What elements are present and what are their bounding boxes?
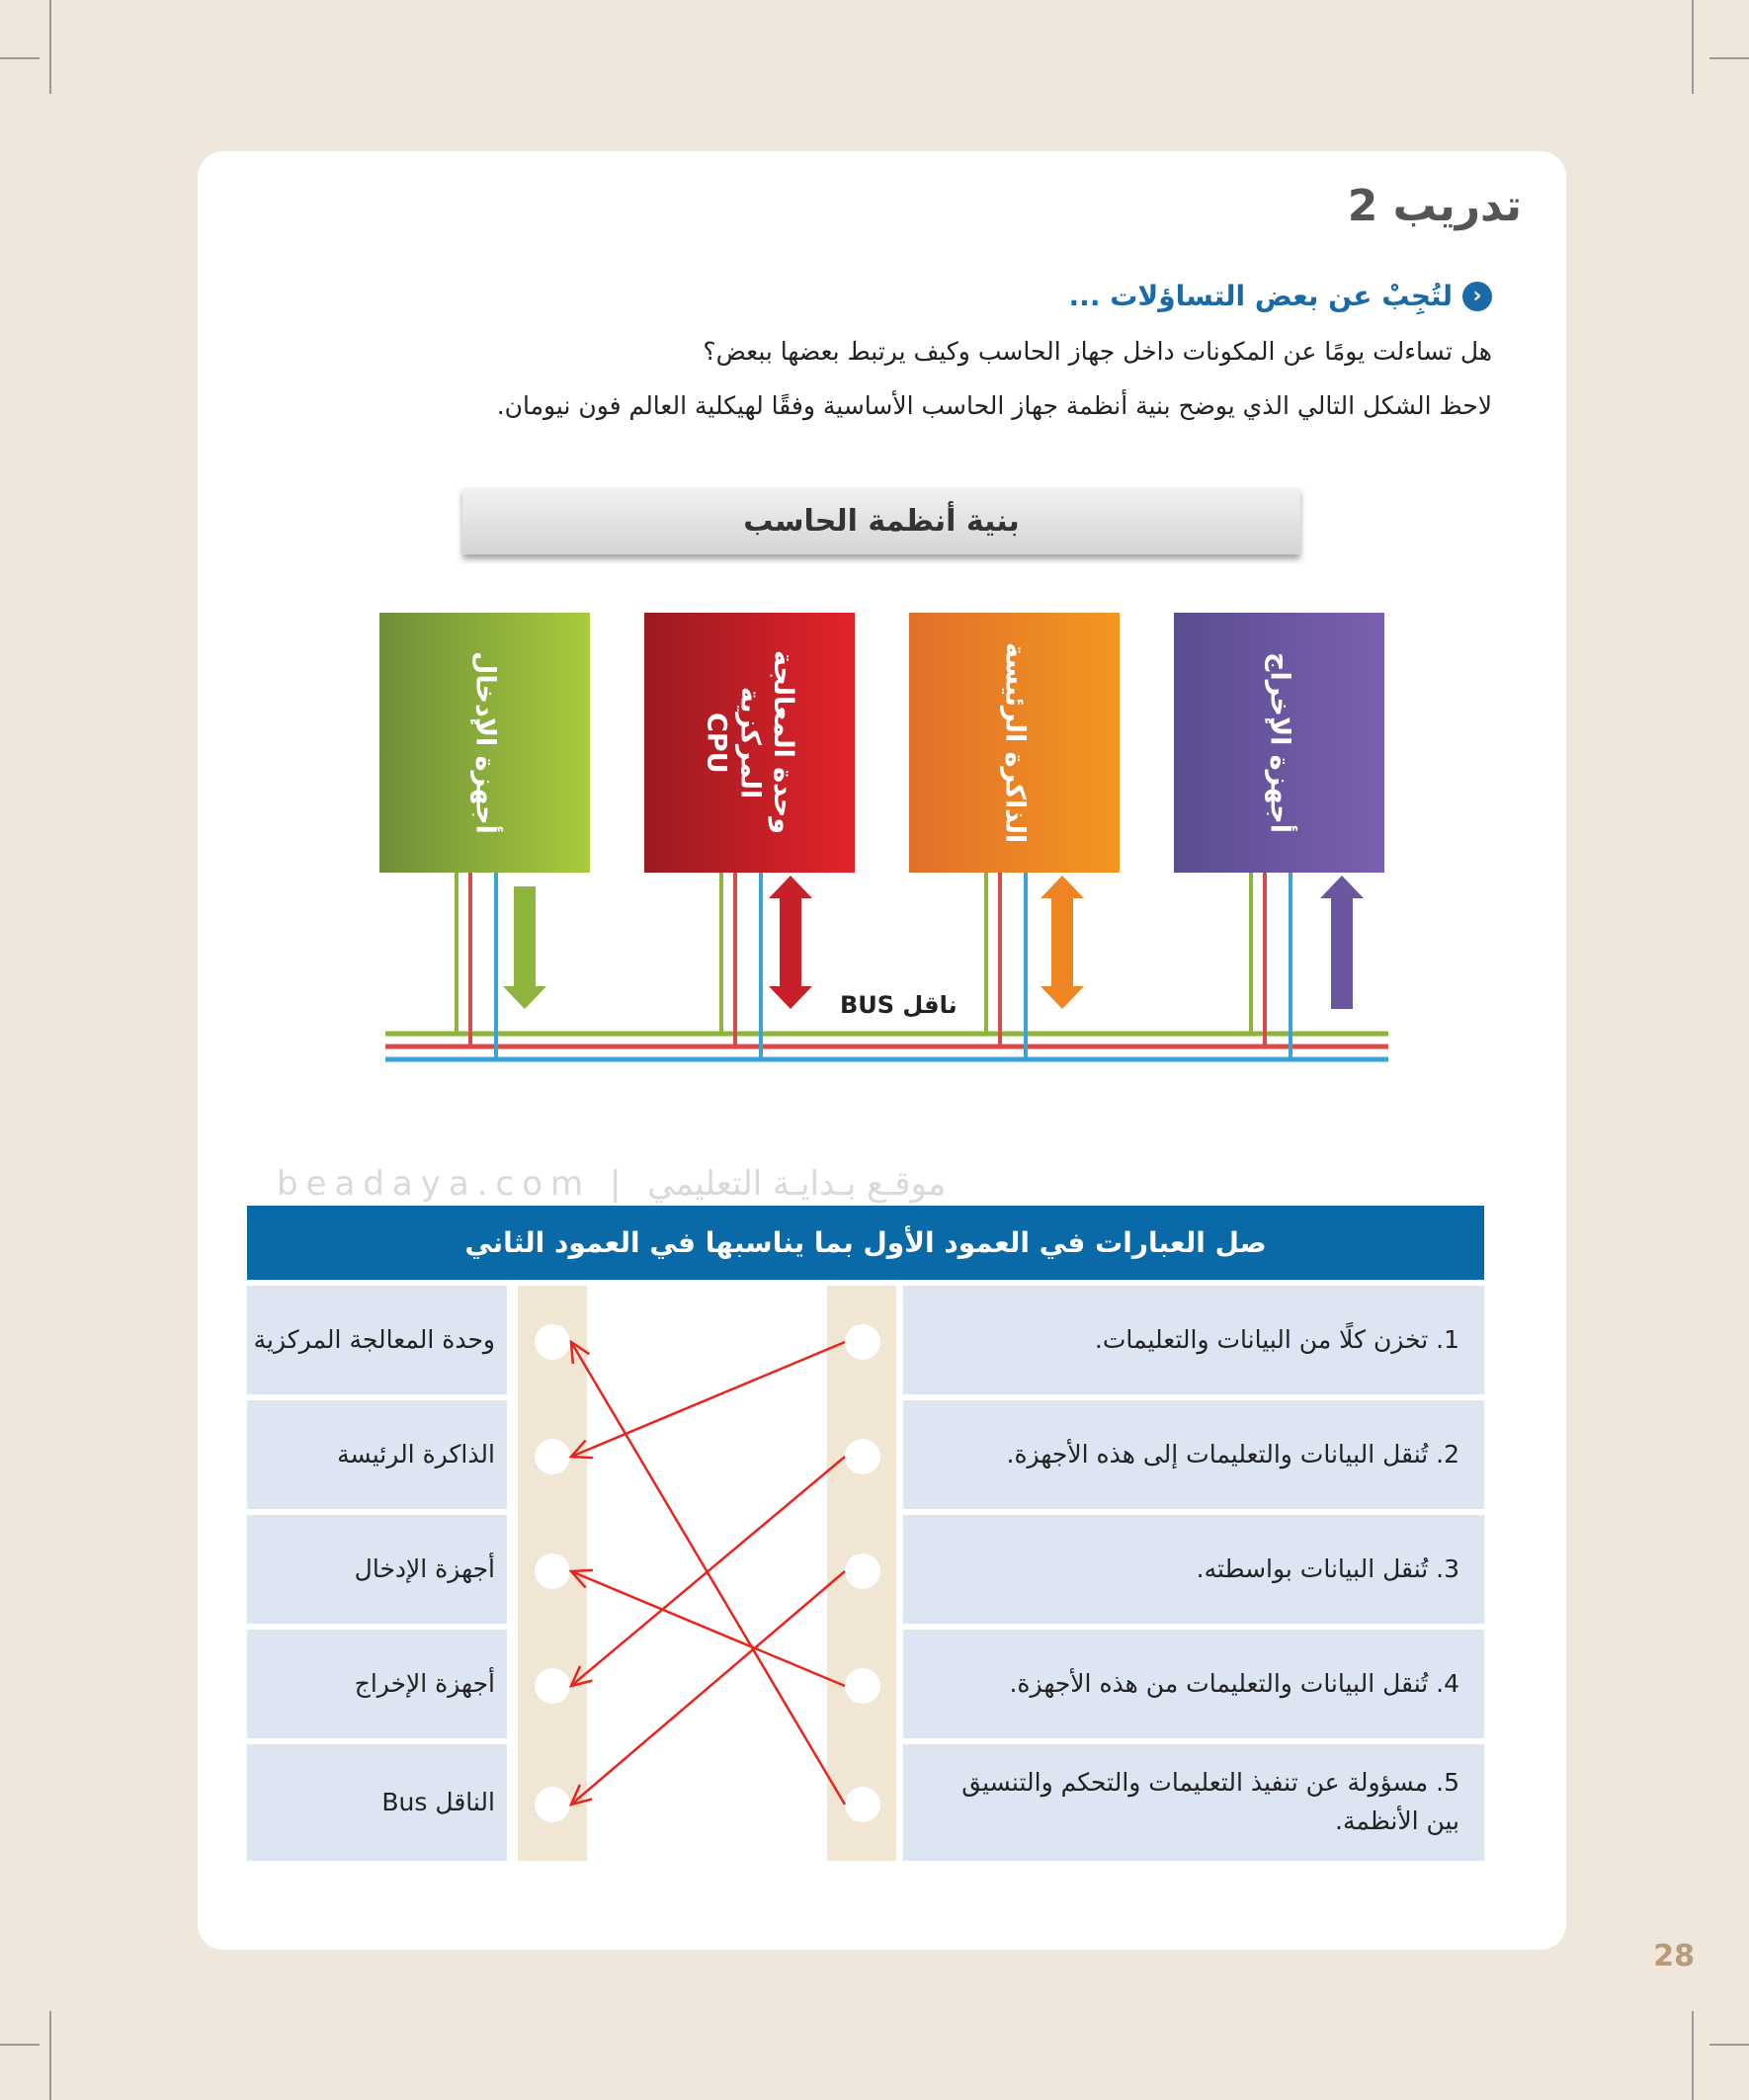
chevron-left-icon: ‹ [1462, 282, 1492, 311]
column2-item: وحدة المعالجة المركزية [247, 1286, 507, 1394]
column2-dot[interactable] [535, 1554, 570, 1589]
unit-label: أجهزة الإدخال [469, 651, 501, 834]
arrow-down-icon [503, 886, 546, 1009]
column1-item: 5. مسؤولة عن تنفيذ التعليمات والتحكم والتنسيق بين الأنظمة. [903, 1744, 1484, 1861]
crop-mark [49, 2011, 51, 2100]
answer-line [571, 1571, 845, 1686]
crop-mark [1709, 2044, 1749, 2046]
answer-line [571, 1342, 845, 1457]
answer-line [571, 1457, 845, 1686]
unit-label: وحدة المعالجة المركزية CPU [701, 650, 799, 835]
crop-mark [1692, 2011, 1694, 2100]
crop-mark [0, 2044, 40, 2046]
arrow-double-icon [769, 876, 812, 1009]
column1-dot[interactable] [845, 1324, 880, 1360]
intro-line-2: لاحظ الشكل التالي الذي يوضح بنية أنظمة جهاز الحاسب الأساسية وفقًا لهيكلية العالم فون نيومان. [496, 391, 1492, 420]
column1-item: 2. تُنقل البيانات والتعليمات إلى هذه الأجهزة. [903, 1400, 1484, 1509]
column2-item: أجهزة الإدخال [247, 1515, 507, 1624]
watermark: beadaya.com | موقـع بـدايـة التعليمي [277, 1164, 947, 1204]
arrow-double-icon [1041, 876, 1084, 1009]
unit-label: أجهزة الإخراج [1264, 651, 1295, 833]
column2-dot[interactable] [535, 1439, 570, 1474]
diagram-title: بنية أنظمة الحاسب [462, 487, 1300, 554]
column2-item: الذاكرة الرئيسة [247, 1400, 507, 1509]
bus-label: ناقل BUS [840, 991, 958, 1019]
answer-line [571, 1571, 845, 1805]
crop-mark [49, 0, 51, 94]
column1-dot[interactable] [845, 1787, 880, 1822]
matching-header: صل العبارات في العمود الأول بما يناسبها في العمود الثاني [247, 1206, 1484, 1280]
column1-item: 4. تُنقل البيانات والتعليمات من هذه الأجهزة. [903, 1630, 1484, 1738]
crop-mark [1709, 57, 1749, 59]
intro-line-1: هل تساءلت يومًا عن المكونات داخل جهاز الحاسب وكيف يرتبط بعضها ببعض؟ [703, 337, 1492, 366]
arrow-up-icon [1320, 876, 1364, 1009]
column2-item: الناقل Bus [247, 1744, 507, 1861]
column2-dot[interactable] [535, 1787, 570, 1822]
crop-mark [0, 57, 40, 59]
column1-item: 1. تخزن كلًا من البيانات والتعليمات. [903, 1286, 1484, 1394]
column2-item: أجهزة الإخراج [247, 1630, 507, 1738]
page-title: تدريب 2 [1347, 181, 1522, 231]
section-heading-text: لتُجِبْ عن بعض التساؤلات ... [1068, 280, 1453, 312]
column1-item: 3. تُنقل البيانات بواسطته. [903, 1515, 1484, 1624]
crop-mark [1692, 0, 1694, 94]
column1-dot[interactable] [845, 1668, 880, 1704]
exercise-card [198, 151, 1566, 1950]
column2-dot[interactable] [535, 1668, 570, 1704]
column1-dot[interactable] [845, 1439, 880, 1474]
column2-dot[interactable] [535, 1324, 570, 1360]
page-number: 28 [1653, 1939, 1695, 1974]
column1-dot[interactable] [845, 1554, 880, 1589]
answer-line [571, 1342, 845, 1805]
unit-label: الذاكرة الرئيسة [999, 641, 1031, 844]
